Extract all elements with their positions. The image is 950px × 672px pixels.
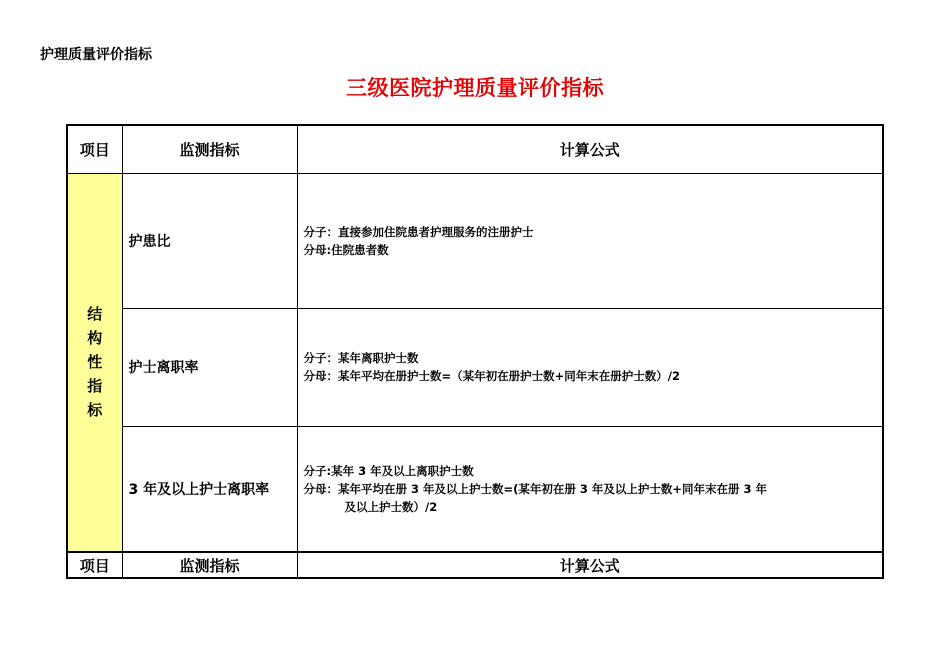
table-row xyxy=(67,308,883,426)
formula-cell xyxy=(297,308,883,426)
indicator-table xyxy=(66,124,884,579)
formula-line: 分子：某年离职护士数 xyxy=(303,351,419,365)
category-char: 构 xyxy=(87,329,103,348)
table-row xyxy=(67,173,883,308)
category-char: 性 xyxy=(87,353,103,372)
metric-nurse-patient-ratio: 护患比 xyxy=(122,173,297,308)
table-row xyxy=(67,426,883,552)
footer-formula: 计算公式 xyxy=(297,552,883,578)
category-structural-indicator xyxy=(67,173,122,552)
formula-line: 分母：某年平均在册护士数=（某年初在册护士数+同年末在册护士数）/2 xyxy=(303,369,680,383)
category-char: 结 xyxy=(87,305,103,324)
formula-cell xyxy=(297,173,883,308)
formula-line: 及以上护士数）/2 xyxy=(344,499,438,514)
formula-line: 分子：直接参加住院患者护理服务的注册护士 xyxy=(303,224,534,239)
header-formula: 计算公式 xyxy=(297,125,883,173)
page-title: 三级医院护理质量评价指标 xyxy=(346,76,604,100)
document-header: 护理质量评价指标 xyxy=(40,47,152,63)
metric-nurse-turnover-rate: 护士离职率 xyxy=(122,308,297,426)
table-footer-row xyxy=(67,552,883,578)
metric-senior-nurse-turnover-rate: 3 年及以上护士离职率 xyxy=(122,426,297,552)
category-char: 指 xyxy=(87,377,103,396)
formula-cell xyxy=(297,426,883,552)
header-item: 项目 xyxy=(67,125,122,173)
table-header-row xyxy=(67,125,883,173)
footer-item: 项目 xyxy=(67,552,122,578)
formula-line: 分子:某年 3 年及以上离职护士数 xyxy=(303,463,474,478)
formula-line: 分母：某年平均在册 3 年及以上护士数=(某年初在册 3 年及以上护士数+同年末在册 3 年 xyxy=(303,481,768,496)
category-char: 标 xyxy=(87,401,103,420)
footer-metric: 监测指标 xyxy=(122,552,297,578)
header-metric: 监测指标 xyxy=(122,125,297,173)
formula-line: 分母:住院患者数 xyxy=(303,242,389,257)
